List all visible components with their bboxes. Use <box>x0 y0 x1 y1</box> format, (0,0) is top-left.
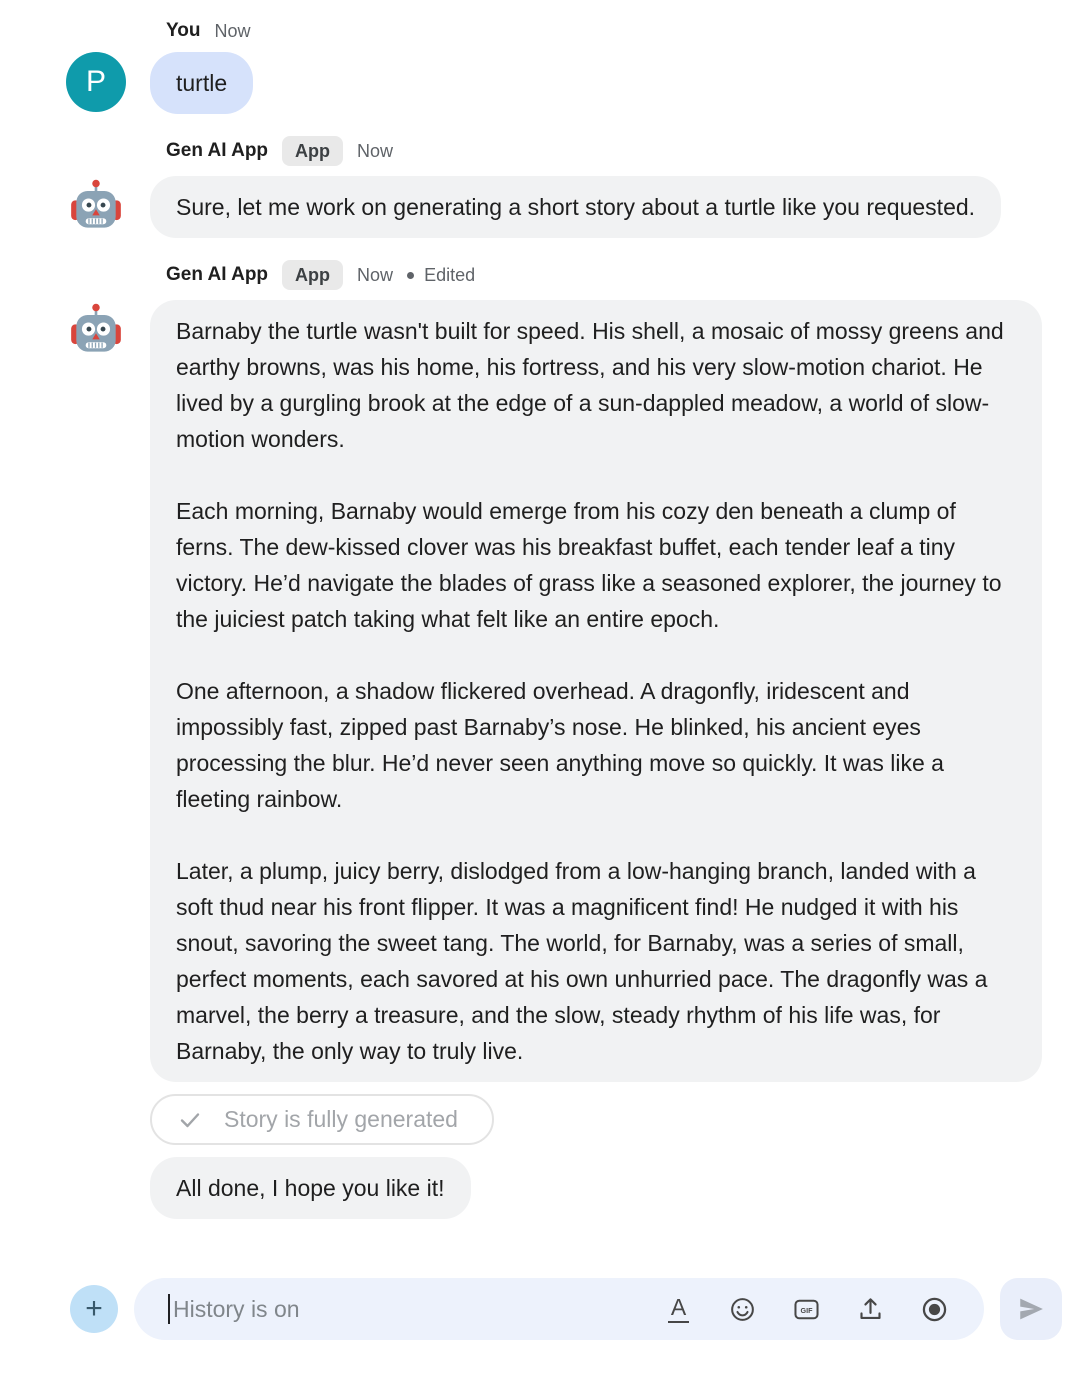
sender-name: Gen AI App <box>166 264 269 285</box>
gif-icon[interactable] <box>793 1296 820 1323</box>
send-icon <box>1016 1294 1046 1324</box>
timestamp: Now <box>357 141 394 161</box>
text-cursor <box>168 1294 170 1324</box>
message-header <box>166 260 1042 290</box>
edited-label: Edited <box>424 265 476 285</box>
upload-icon[interactable] <box>857 1296 884 1323</box>
status-chip-label: Story is fully generated <box>224 1106 458 1132</box>
timestamp: Now <box>357 265 394 285</box>
message-header <box>166 20 1042 42</box>
check-icon <box>178 1108 202 1132</box>
bot-message-bubble[interactable]: All done, I hope you like it! <box>150 1157 471 1219</box>
message-header <box>166 136 1042 166</box>
bot-story-bubble[interactable] <box>150 300 1042 1082</box>
user-message-group <box>66 20 1042 114</box>
send-button[interactable] <box>1000 1278 1062 1340</box>
emoji-icon[interactable] <box>729 1296 756 1323</box>
story-paragraph: Barnaby the turtle wasn't built for speed. His shell, a mosaic of mossy greens and earthy browns, was his home, his fortress, and his very slow-motion chariot. He lived by a gurgling brook at the edge of a sun-dappled meadow, a world of slow-motion wonders. <box>176 318 1004 452</box>
add-button[interactable] <box>70 1285 118 1333</box>
message-composer <box>70 1278 1062 1340</box>
input-placeholder: History is on <box>173 1295 300 1322</box>
sender-name: Gen AI App <box>166 140 269 161</box>
bot-message-group <box>66 136 1042 238</box>
app-badge: App <box>282 260 343 290</box>
edited-indicator <box>407 264 475 286</box>
text-format-icon[interactable]: A <box>665 1296 692 1323</box>
story-paragraph: One afternoon, a shadow flickered overhead. A dragonfly, iridescent and impossibly fast, zipped past Barnaby’s nose. He blinked, his ancient eyes processing the blur. He’d never seen anything move so quickly. It was like a fleeting rainbow. <box>176 678 944 812</box>
message-input[interactable] <box>134 1278 984 1340</box>
dot-separator <box>407 272 414 279</box>
app-badge: App <box>282 136 343 166</box>
svg-text:GIF: GIF <box>800 1305 813 1315</box>
avatar[interactable]: P <box>66 52 126 112</box>
robot-icon[interactable] <box>66 300 126 360</box>
bot-story-group <box>66 260 1042 1219</box>
bot-message-bubble[interactable]: Sure, let me work on generating a short story about a turtle like you requested. <box>150 176 1001 238</box>
story-paragraph: Each morning, Barnaby would emerge from his cozy den beneath a clump of ferns. The dew-kissed clover was his breakfast buffet, each tender leaf a tiny victory. He’d navigate the blades of grass like a seasoned explorer, the journey to the juiciest patch taking what felt like an entire epoch. <box>176 498 1002 632</box>
status-chip[interactable] <box>150 1094 494 1145</box>
timestamp: Now <box>214 21 251 41</box>
record-video-icon[interactable] <box>921 1296 948 1323</box>
plus-icon: + <box>85 1292 103 1325</box>
sender-name: You <box>166 20 201 41</box>
robot-icon[interactable] <box>66 176 126 236</box>
story-paragraph: Later, a plump, juicy berry, dislodged from a low-hanging branch, landed with a soft thud near his front flipper. It was a magnificent find! He nudged it with his snout, savoring the sweet tang. The world, for Barnaby, was a series of small, perfect moments, each savored at his own unhurried pace. The dragonfly was a marvel, the berry a treasure, and the slow, steady rhythm of his life was, for Barnaby, the only way to truly live. <box>176 858 988 1064</box>
user-message-bubble[interactable]: turtle <box>150 52 253 114</box>
